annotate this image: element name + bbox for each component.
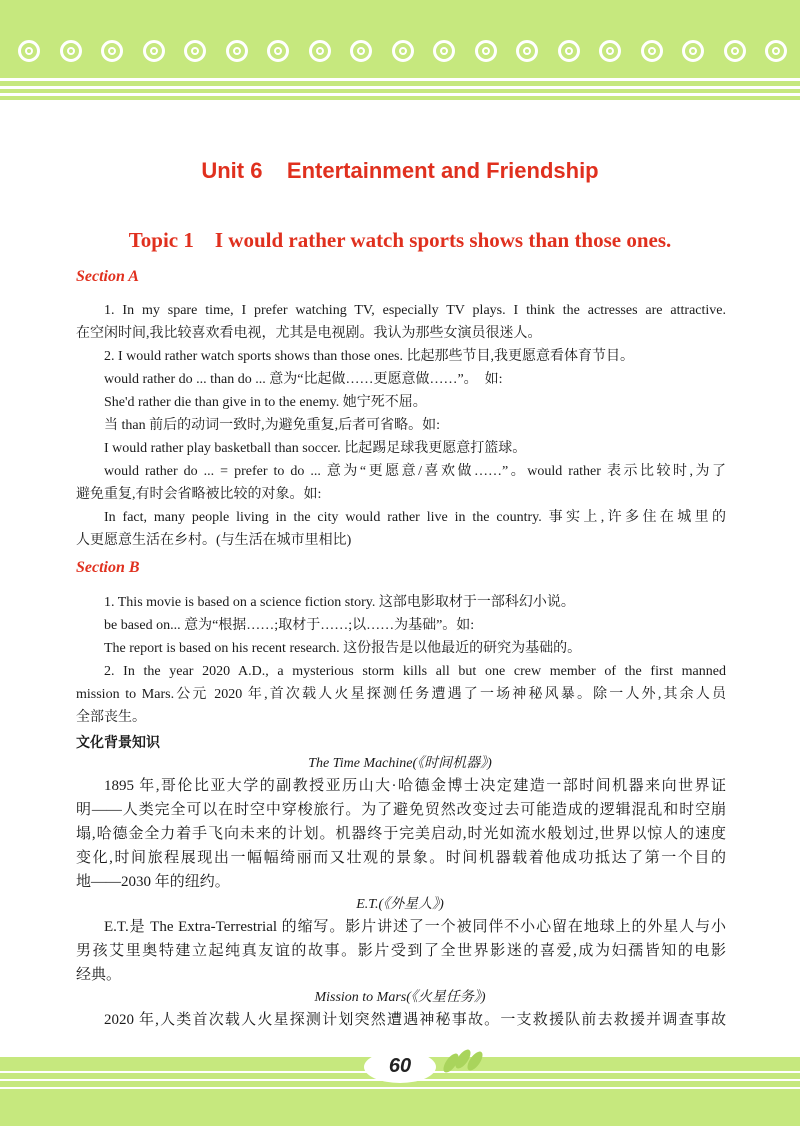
ring-ornament: [18, 40, 40, 62]
ring-ornament: [184, 40, 206, 62]
ring-ornament: [682, 40, 704, 62]
section-b-line: mission to Mars.公元 2020 年,首次载人火星探测任务遭遇了一场神秘风暴。除一人外,其余人员: [76, 687, 726, 702]
section-b-line: 2. In the year 2020 A.D., a mysterious storm kills all but one crew member of the first manned: [104, 664, 726, 679]
section-b-line: The report is based on his recent research. 这份报告是以他最近的研究为基础的。: [104, 641, 582, 656]
time-machine-line: 地——2030 年的纽约。: [76, 874, 230, 890]
ring-ornament: [516, 40, 538, 62]
topic-title: Topic 1 I would rather watch sports shows than those ones.: [128, 228, 672, 252]
et-line: 经典。: [76, 967, 122, 983]
ring-ornament: [350, 40, 372, 62]
section-b-line: 全部丧生。: [76, 710, 146, 725]
ring-ornament: [765, 40, 787, 62]
band-stripe: [0, 1087, 800, 1089]
band-stripe: [0, 93, 800, 96]
band-stripe: [0, 86, 800, 89]
section-b-heading: Section B: [76, 559, 140, 576]
section-b-line: 1. This movie is based on a science fiction story. 这部电影取材于一部科幻小说。: [104, 595, 575, 610]
page-number: 60: [388, 1055, 412, 1077]
unit-title: Unit 6 Entertainment and Friendship: [201, 158, 599, 183]
mars-line: 2020 年,人类首次载人火星探测计划突然遭遇神秘事故。一支救援队前去救援并调查事故: [104, 1012, 726, 1028]
et-title: E.T.(《外星人》): [356, 897, 444, 912]
ring-ornament: [392, 40, 414, 62]
section-a-line: She'd rather die than give in to the enemy. 她宁死不屈。: [104, 395, 427, 410]
section-a-line: I would rather play basketball than soccer. 比起踢足球我更愿意打篮球。: [104, 441, 527, 456]
section-a-line: 避免重复,有时会省略被比较的对象。如:: [76, 487, 322, 502]
ring-ornament: [101, 40, 123, 62]
top-decorative-band: [0, 0, 800, 100]
time-machine-line: 变化,时间旅程展现出一幅幅绮丽而又壮观的景象。时间机器载着他成功抵达了第一个目的: [76, 850, 726, 866]
section-a-line: 1. In my spare time, I prefer watching TV, especially TV plays. I think the actresses are attractive.: [104, 303, 726, 318]
section-a-line: would rather do ... than do ... 意为“比起做……更愿意做……”。 如:: [104, 372, 503, 387]
section-a-heading: Section A: [76, 268, 139, 285]
ring-ornament: [599, 40, 621, 62]
time-machine-line: 明——人类完全可以在时空中穿梭旅行。为了避免贸然改变过去可能造成的逻辑混乱和时空崩: [76, 802, 726, 818]
ring-ornament: [475, 40, 497, 62]
section-a-line: 2. I would rather watch sports shows than those ones. 比起那些节目,我更愿意看体育节目。: [104, 349, 635, 364]
ring-ornament: [143, 40, 165, 62]
page-number-badge: [356, 1047, 446, 1087]
culture-heading: 文化背景知识: [76, 734, 160, 750]
band-stripe: [0, 78, 800, 81]
ring-ornament: [226, 40, 248, 62]
time-machine-line: 塌,哈德金全力着手飞向未来的计划。机器终于完美启动,时光如流水般划过,世界以惊人的速度: [76, 826, 726, 842]
section-a-line: 当 than 前后的动词一致时,为避免重复,后者可省略。如:: [104, 418, 440, 433]
et-line: E.T.是 The Extra-Terrestrial 的缩写。影片讲述了一个被同伴不小心留在地球上的外星人与小: [104, 919, 726, 935]
et-line: 男孩艾里奥特建立起纯真友谊的故事。影片受到了全世界影迷的喜爱,成为妇孺皆知的电影: [76, 943, 726, 959]
ring-ornament: [309, 40, 331, 62]
ring-ornament: [267, 40, 289, 62]
ring-pattern: [0, 38, 800, 68]
section-a-line: In fact, many people living in the city would rather live in the country. 事实上,许多住在城里的: [104, 510, 726, 525]
ring-ornament: [724, 40, 746, 62]
section-a-line: would rather do ... = prefer to do ... 意为“更愿意/喜欢做……”。would rather 表示比较时,为了: [104, 464, 726, 479]
ring-ornament: [558, 40, 580, 62]
section-a-line: 人更愿意生活在乡村。(与生活在城市里相比): [76, 533, 352, 548]
section-b-line: be based on... 意为“根据……;取材于……;以……为基础”。如:: [104, 618, 475, 633]
ring-ornament: [60, 40, 82, 62]
ring-ornament: [641, 40, 663, 62]
ring-ornament: [433, 40, 455, 62]
section-a-line: 在空闲时间,我比较喜欢看电视，尤其是电视剧。我认为那些女演员很迷人。: [76, 326, 542, 341]
time-machine-line: 1895 年,哥伦比亚大学的副教授亚历山大·哈德金博士决定建造一部时间机器来向世界证: [104, 778, 726, 794]
time-machine-title: The Time Machine(《时间机器》): [308, 756, 492, 771]
mars-title: Mission to Mars(《火星任务》): [314, 990, 486, 1005]
